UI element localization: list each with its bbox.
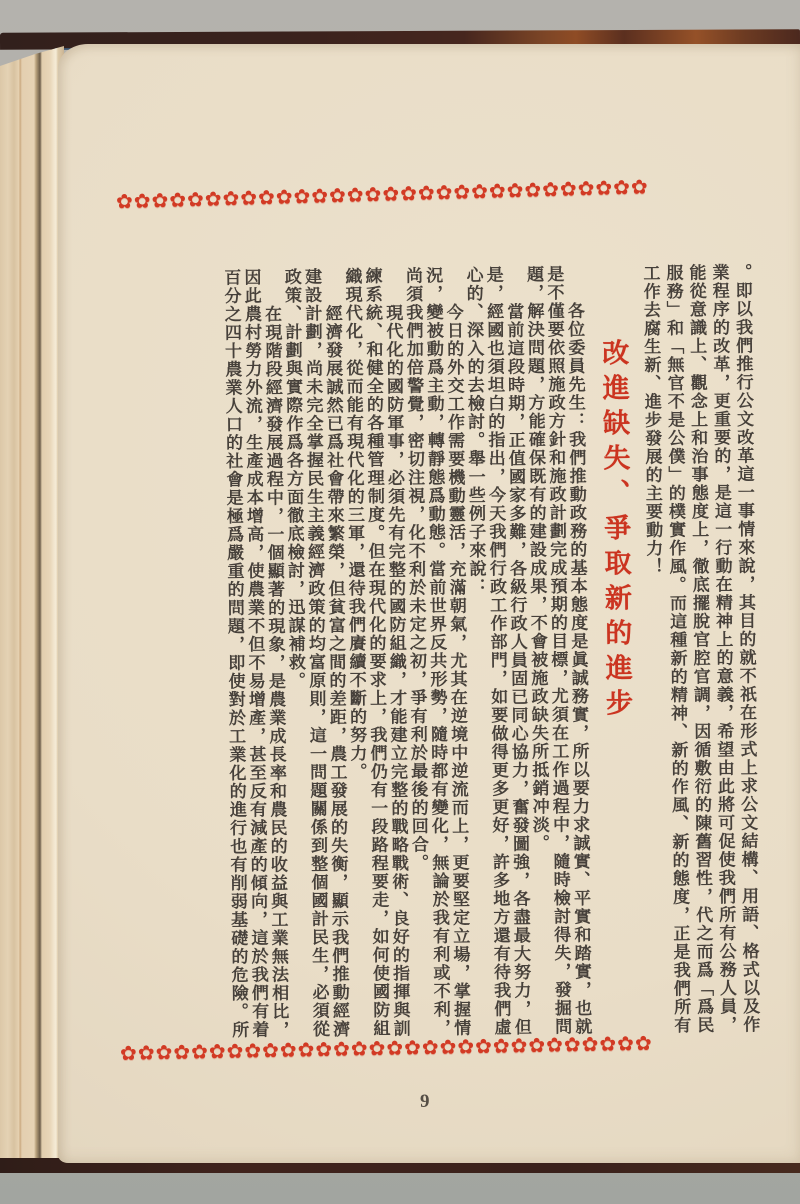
body-column: 百分之四十農業人口的社會是極爲嚴重的問題，即使對於工業化的進行也有削弱基礎的危險。所: [220, 268, 248, 1040]
intro-column: 業程序的改革，更重要的，是這一行動在精神上的意義，希望由此將可促使我們所有公務人員，: [709, 263, 737, 1035]
text-block: [219, 263, 764, 1041]
body-column: 練系統、和健全的各種管理制度。但在現代化的要求上，我們仍有一段路程要走，如何使國防組: [362, 266, 390, 1038]
body-column: 各位委員先生：我們推動政務的基本態度是眞誠務實，所以要力求誠實、平實和踏實，也就: [564, 301, 592, 1036]
page-number: 9: [420, 1091, 430, 1112]
body-column: 題，解決問題，方能確保既有的建設成果，不會被施政缺失所抵銷冲淡。: [523, 265, 549, 853]
body-column: 今日的外交工作需要機動靈活，充滿朝氣，尤其在逆境中逆流而上，更要堅定立場，掌握情: [443, 303, 470, 1038]
body-column: 織現代化，從而能有現代化的三軍，還待我們賡續不斷的努力。: [341, 267, 367, 782]
body-column: 現代化的國防軍事，必須先有完整的國防組織，才能建立完整的戰略戰術、良好的指揮與訓: [382, 303, 410, 1038]
intro-column: 。即以我們推行公文改革這一事情來說，其目的就不祇在形式上求公文結構、用語、格式以及作: [732, 263, 760, 1034]
body-column: 建設計劃，尚未完全掌握民生主義經濟政策的均富原則，這一問題關係到整個國計民生，必須從: [301, 267, 329, 1039]
body-column: 尚須我們加倍警覺，密切注視，化不利於未定之初，爭有利於最後的回合。: [402, 266, 428, 873]
intro-column: 服務」和「無官不是公僕」的樸實作風。而這種新的精神、新的作風、新的態度，正是我們所有: [663, 263, 691, 1035]
body-column: 在現階段經濟發展過程中，一個顯著的現象，是農業成長率和農民的收益與工業無法相比，: [261, 304, 289, 1040]
intro-column: 工作去腐生新、進步發展的主要動力！: [640, 264, 663, 577]
body-column: 心的、深入的去檢討。舉一些例子來說：: [463, 265, 486, 597]
body-column: 經濟發展誠然已爲社會帶來繁榮，但貧富之間的差距，農工發展的失衡，顯示我們推動經濟: [322, 304, 349, 1039]
body-column: 因此農村勞力外流，生產成本增高，使農業不但不易增產，甚至反有減產的傾向，這於我們有着: [241, 268, 269, 1040]
intro-column: 能從意識上、觀念上和治事態度上，徹底擺脫官腔官調，因循敷衍的陳舊習性，代之而爲「爲民: [686, 263, 714, 1035]
body-column: 是不僅要依照施政方針和施政計劃完成預期的目標，尤須在工作過程中，隨時檢討得失，發掘問: [543, 265, 571, 1036]
book-page: [58, 44, 800, 1163]
flower-ornament-row-bottom: ✿✿✿✿✿✿✿✿✿✿✿✿✿✿✿✿✿✿✿✿✿✿✿✿✿✿✿✿✿✿: [119, 1030, 653, 1066]
body-column: 政策、計劃與實際作爲各方面徹底檢討，迅謀補救。: [281, 267, 305, 691]
page-edges-stack: [0, 46, 64, 1162]
body-column: 是，經國也須坦白的指出，今天我們行政工作部門，如要做得更多更好，許多地方還有待我們虛: [483, 265, 511, 1037]
body-column: 況，變被動爲主動，轉靜態爲動態。當前世界反共形勢，隨時都有變化，無論於我有利或不利，: [422, 266, 450, 1038]
section-heading: 改進缺失、爭取新的進步: [597, 338, 632, 724]
body-column: 當前這段時期，正值國家多難，各級行政人員固已同心協力，奮發圖強，各盡最大努力，但: [503, 302, 531, 1037]
flower-ornament-row-top: ✿✿✿✿✿✿✿✿✿✿✿✿✿✿✿✿✿✿✿✿✿✿✿✿✿✿✿✿✿✿: [115, 174, 649, 214]
